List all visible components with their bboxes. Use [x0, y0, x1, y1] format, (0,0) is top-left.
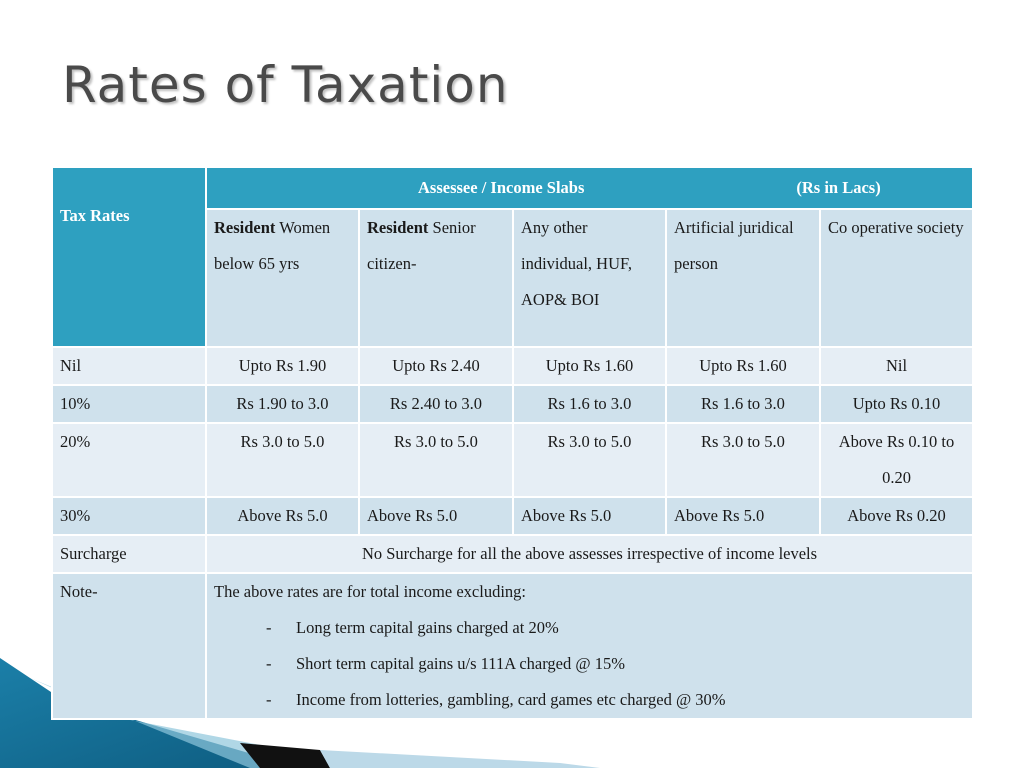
- column-header-cooperative: Co operative society: [820, 209, 973, 347]
- table-row: [52, 347, 973, 385]
- table-cell: Nil: [820, 347, 973, 385]
- table-row: [52, 385, 973, 423]
- slab-title: Assessee / Income Slabs: [418, 178, 585, 197]
- table-cell: Rs 3.0 to 5.0: [666, 423, 820, 497]
- table-cell: Upto Rs 0.10: [820, 385, 973, 423]
- table-cell: Rs 1.6 to 3.0: [666, 385, 820, 423]
- income-slabs-header: [206, 167, 973, 209]
- surcharge-text: No Surcharge for all the above assesses irrespective of income levels: [206, 535, 973, 573]
- table-row: [52, 497, 973, 535]
- note-label: Note-: [52, 573, 206, 719]
- rate-label: Nil: [52, 347, 206, 385]
- table-cell: Above Rs 5.0: [513, 497, 666, 535]
- table-row: [52, 423, 973, 497]
- table-cell: Above Rs 5.0: [359, 497, 513, 535]
- table-cell: Rs 3.0 to 5.0: [359, 423, 513, 497]
- table-cell: Above Rs 0.20: [820, 497, 973, 535]
- rate-label: 30%: [52, 497, 206, 535]
- column-header-other-individual: Any other individual, HUF, AOP& BOI: [513, 209, 666, 347]
- table-cell: Upto Rs 1.60: [513, 347, 666, 385]
- table-cell: Rs 2.40 to 3.0: [359, 385, 513, 423]
- dash-bullet: -: [266, 618, 272, 637]
- list-item: - Long term capital gains charged at 20%: [214, 610, 965, 646]
- list-item: - Short term capital gains u/s 111A charged @ 15%: [214, 646, 965, 682]
- table-cell: Upto Rs 1.90: [206, 347, 359, 385]
- rate-label: 10%: [52, 385, 206, 423]
- table-cell: Above Rs 5.0: [206, 497, 359, 535]
- slab-unit: (Rs in Lacs): [796, 178, 881, 197]
- table-cell: Upto Rs 2.40: [359, 347, 513, 385]
- column-header-artificial-juridical: Artificial juridical person: [666, 209, 820, 347]
- note-row: [52, 573, 973, 719]
- surcharge-label: Surcharge: [52, 535, 206, 573]
- table-cell: Rs 1.6 to 3.0: [513, 385, 666, 423]
- dash-bullet: -: [266, 690, 272, 709]
- table-cell: Rs 3.0 to 5.0: [513, 423, 666, 497]
- page-title: Rates of Taxation: [62, 56, 509, 114]
- rate-label: 20%: [52, 423, 206, 497]
- table-cell: Upto Rs 1.60: [666, 347, 820, 385]
- dash-bullet: -: [266, 654, 272, 673]
- list-item: - Income from lotteries, gambling, card games etc charged @ 30%: [214, 682, 965, 718]
- surcharge-row: [52, 535, 973, 573]
- column-header-resident-senior: Resident Senior citizen-: [359, 209, 513, 347]
- tax-rates-table: [51, 166, 974, 720]
- tax-rates-label: Tax Rates: [60, 206, 130, 225]
- table-cell: Above Rs 0.10 to 0.20: [820, 423, 973, 497]
- table-cell: Above Rs 5.0: [666, 497, 820, 535]
- column-header-resident-women: Resident Women below 65 yrs: [206, 209, 359, 347]
- tax-rates-header: [52, 167, 206, 347]
- note-list: [214, 610, 965, 718]
- note-content: [206, 573, 973, 719]
- table-cell: Rs 3.0 to 5.0: [206, 423, 359, 497]
- note-intro: The above rates are for total income excluding:: [214, 582, 526, 601]
- table-cell: Rs 1.90 to 3.0: [206, 385, 359, 423]
